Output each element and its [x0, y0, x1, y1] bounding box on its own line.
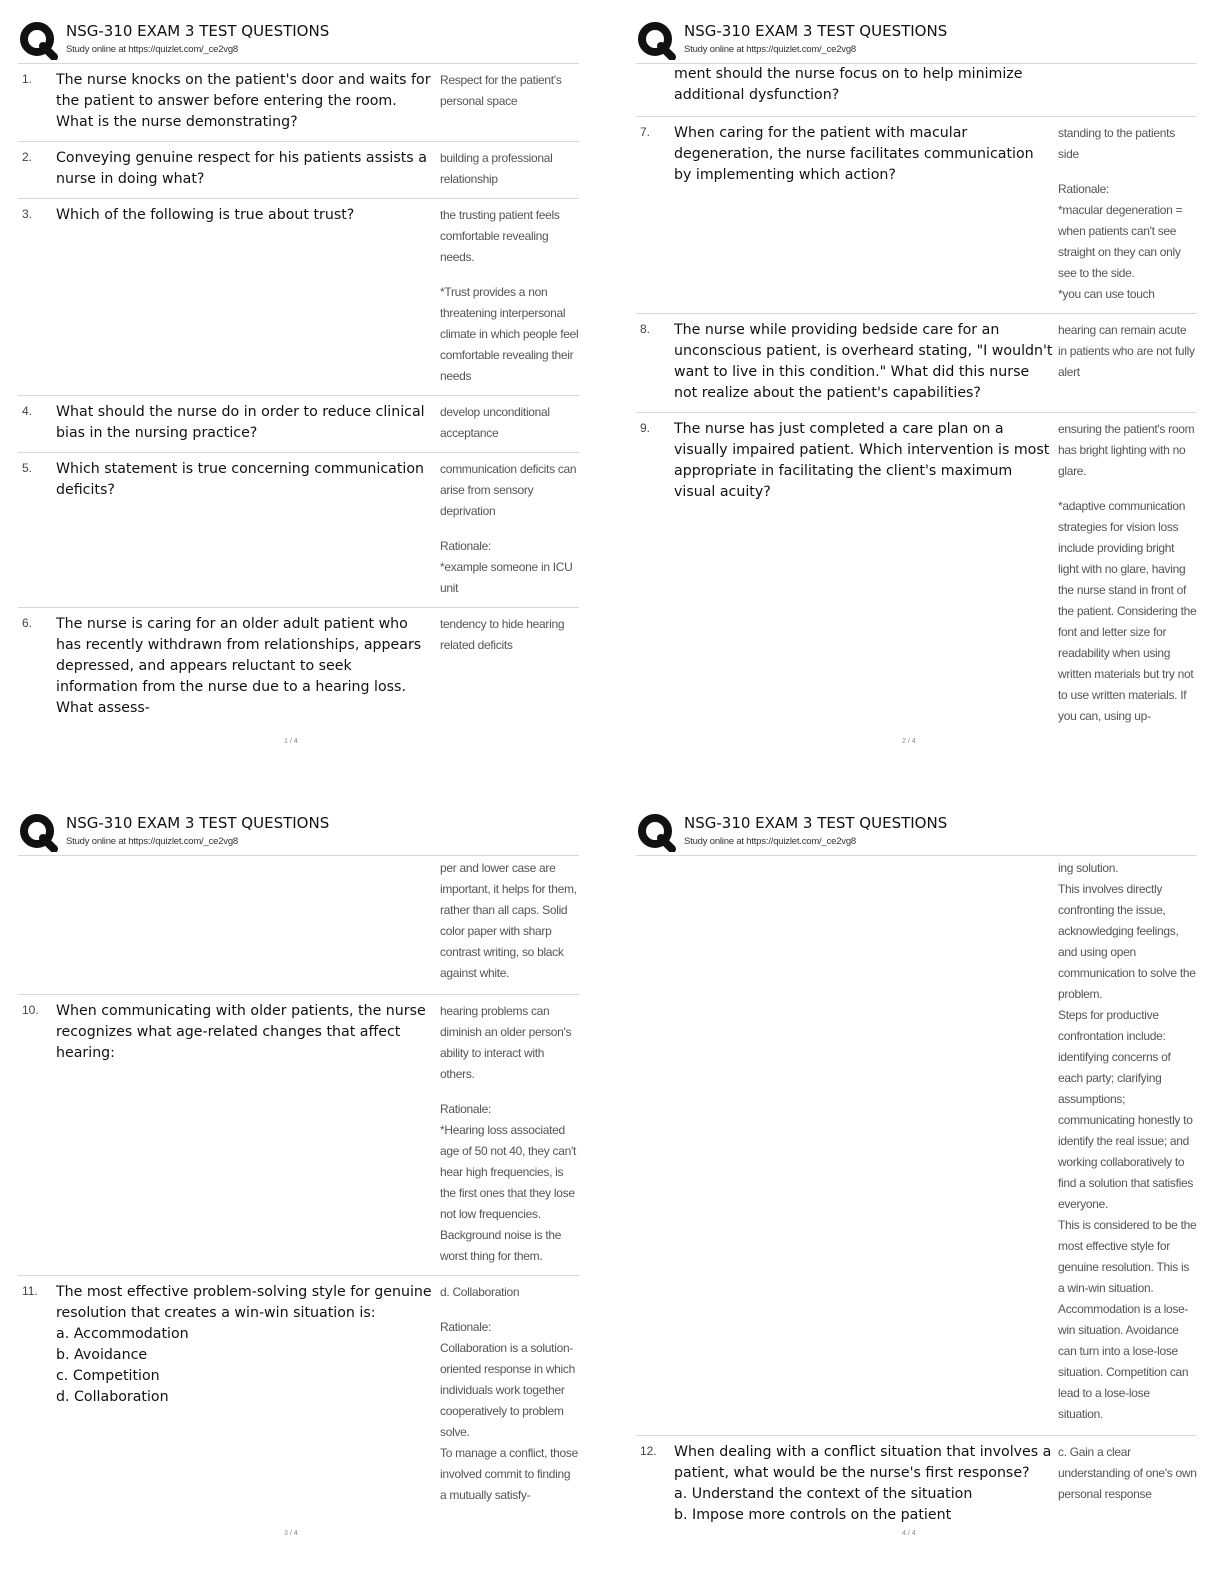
document-subtitle: Study online at https://quizlet.com/_ce2vg8: [66, 836, 239, 847]
definition-text: hearing can remain acute in patients who are not fully alert: [1058, 323, 1195, 379]
definition-text: ensuring the patient's room has bright lighting with no glare.: [1058, 422, 1195, 478]
answer-option: d. Collaboration: [56, 1389, 169, 1405]
quizlet-q-logo-icon: [18, 20, 58, 60]
definition-text: communication deficits can arise from sensory deprivation: [440, 462, 577, 518]
card-number: 4.: [22, 404, 33, 418]
card-definition: ing solution. This involves directly confronting the issue, acknowledging feelings, and using open communication to solve the problem. Steps for productive confrontation include: identifying concerns of each party; clarifying assumptions; communicating honestly to identify the real issue; and working collaboratively to find a solution that satisfies everyone. This is considered to be the most effective style for genuine resolution. This is a win-win situation. Accommodation is a lose-win situation. Avoidance can turn into a lose-lose situation. Competition can lead to a lose-lose situation.: [1058, 861, 1197, 1421]
page-header: [632, 808, 1197, 848]
card-number: 10.: [22, 1003, 39, 1017]
answer-option: a. Understand the context of the situation: [674, 1486, 973, 1502]
card-number: 5.: [22, 461, 33, 475]
definition-text: tendency to hide hearing related deficits: [440, 617, 565, 652]
flashcard: [18, 396, 579, 453]
definition-text: standing to the patients side: [1058, 126, 1175, 161]
page-header: [14, 16, 579, 56]
definition-text: Respect for the patient's personal space: [440, 73, 562, 108]
page-number: 3 / 4: [284, 1530, 298, 1537]
card-definition: per and lower case are important, it helps for them, rather than all caps. Solid color paper with sharp contrast writing, so black against white.: [440, 861, 577, 980]
card-term: The nurse knocks on the patient's door and waits for the patient to answer before entering the room. What is the nurse demonstrating?: [56, 72, 431, 130]
document-subtitle: Study online at https://quizlet.com/_ce2vg8: [684, 836, 857, 847]
card-definition: [1058, 320, 1197, 404]
card-number: 12.: [640, 1444, 657, 1458]
flashcard: [636, 314, 1197, 413]
card-term: ment should the nurse focus on to help minimize additional dysfunction?: [674, 66, 1023, 103]
definition-text: the trusting patient feels comfortable revealing needs.: [440, 208, 560, 264]
document-title: NSG-310 EXAM 3 TEST QUESTIONS: [66, 22, 330, 40]
card-definition: [440, 70, 579, 133]
flashcard: [18, 1276, 579, 1514]
card-term: The nurse is caring for an older adult patient who has recently withdrawn from relationships, appears depressed, and appears reluctant to seek information from the nurse due to a hearing loss. What assess-: [56, 616, 422, 716]
card-number: 1.: [22, 72, 33, 86]
card-definition: [440, 205, 579, 387]
card-list: [636, 64, 1197, 735]
card-definition: [440, 1001, 579, 1267]
card-list: [18, 856, 579, 1514]
card-term: Which of the following is true about trust?: [56, 207, 355, 223]
card-term: When communicating with older patients, the nurse recognizes what age-related changes that affect hearing:: [56, 1003, 426, 1061]
definition-text: d. Collaboration: [440, 1285, 520, 1299]
flashcard: [18, 199, 579, 396]
card-term: What should the nurse do in order to reduce clinical bias in the nursing practice?: [56, 404, 425, 441]
page-header: [14, 808, 579, 848]
card-definition: [440, 459, 579, 599]
card-definition: [440, 148, 579, 190]
page-header: [632, 16, 1197, 56]
card-definition: [440, 614, 579, 719]
flashcard-continuation: [636, 64, 1197, 117]
page-number: 4 / 4: [902, 1530, 916, 1537]
definition-text: building a professional relationship: [440, 151, 553, 186]
card-term: Which statement is true concerning communication deficits?: [56, 461, 425, 498]
question-text: When dealing with a conflict situation that involves a patient, what would be the nurse's first response?: [674, 1444, 1052, 1481]
definition-rationale: Rationale: *Hearing loss associated age of 50 not 40, they can't hear high frequencies, is the first ones that they lose not low frequencies. Background noise is the worst thing for them.: [440, 1102, 576, 1263]
definition-rationale: Rationale: Collaboration is a solution-oriented response in which individuals work together cooperatively to problem solve. To manage a conflict, those involved commit to finding a mutually satisfy-: [440, 1320, 578, 1502]
card-number: 8.: [640, 322, 651, 336]
card-definition: [440, 402, 579, 444]
document-subtitle: Study online at https://quizlet.com/_ce2vg8: [66, 44, 239, 55]
flashcard: [18, 608, 579, 727]
page-2: [632, 16, 1224, 796]
card-definition: [1058, 1442, 1197, 1526]
page-number: 1 / 4: [284, 738, 298, 745]
card-number: 7.: [640, 125, 651, 139]
flashcard: [18, 142, 579, 199]
flashcard-continuation: [636, 856, 1197, 1436]
flashcard-continuation: [18, 856, 579, 995]
card-list: [636, 856, 1197, 1534]
definition-rationale: *adaptive communication strategies for vision loss include providing bright light with no glare, having the nurse stand in front of the patient. Considering the font and letter size for readability when using written materials but try not to use written materials. If you can, using up-: [1058, 499, 1197, 723]
card-term: [674, 1442, 1058, 1526]
card-number: 9.: [640, 421, 651, 435]
definition-rationale: Rationale: *example someone in ICU unit: [440, 539, 573, 595]
page-4: [632, 808, 1224, 1584]
answer-option: c. Competition: [56, 1368, 160, 1384]
flashcard: [18, 453, 579, 608]
flashcard: [636, 413, 1197, 735]
document-title: NSG-310 EXAM 3 TEST QUESTIONS: [684, 22, 948, 40]
card-list: [18, 64, 579, 727]
card-term: [56, 1282, 440, 1506]
card-term: Conveying genuine respect for his patients assists a nurse in doing what?: [56, 150, 427, 187]
document-title: NSG-310 EXAM 3 TEST QUESTIONS: [66, 814, 330, 832]
flashcard: [636, 117, 1197, 314]
card-term: When caring for the patient with macular degeneration, the nurse facilitates communication by implementing which action?: [674, 125, 1034, 183]
question-text: The most effective problem-solving style for genuine resolution that creates a win-win situation is:: [56, 1284, 432, 1321]
answer-option: b. Impose more controls on the patient: [674, 1507, 952, 1523]
quizlet-q-logo-icon: [636, 20, 676, 60]
card-number: 2.: [22, 150, 33, 164]
quizlet-q-logo-icon: [636, 812, 676, 852]
quizlet-q-logo-icon: [18, 812, 58, 852]
definition-rationale: *Trust provides a non threatening interpersonal climate in which people feel comfortable revealing their needs: [440, 285, 579, 383]
flashcard: [636, 1436, 1197, 1534]
definition-text: develop unconditional acceptance: [440, 405, 550, 440]
card-term: The nurse while providing bedside care for an unconscious patient, is overheard stating, "I wouldn't want to live in this condition." What did this nurse not realize about the patient's capabilities?: [674, 322, 1053, 401]
card-term: The nurse has just completed a care plan on a visually impaired patient. Which intervention is most appropriate in facilitating the client's maximum visual acuity?: [674, 421, 1050, 500]
card-number: 3.: [22, 207, 33, 221]
definition-rationale: Rationale: *macular degeneration = when patients can't see straight on they can only see to the side. *you can use touch: [1058, 182, 1183, 301]
flashcard: [18, 995, 579, 1276]
answer-option: a. Accommodation: [56, 1326, 189, 1342]
card-definition: [1058, 123, 1197, 305]
page-number: 2 / 4: [902, 738, 916, 745]
card-definition: [440, 1282, 579, 1506]
definition-text: hearing problems can diminish an older person's ability to interact with others.: [440, 1004, 572, 1081]
document-title: NSG-310 EXAM 3 TEST QUESTIONS: [684, 814, 948, 832]
page-1: [14, 16, 609, 796]
definition-text: c. Gain a clear understanding of one's own personal response: [1058, 1445, 1197, 1501]
answer-option: b. Avoidance: [56, 1347, 148, 1363]
card-number: 11.: [22, 1284, 38, 1298]
document-subtitle: Study online at https://quizlet.com/_ce2vg8: [684, 44, 857, 55]
page-3: [14, 808, 609, 1584]
card-definition: [1058, 419, 1197, 727]
card-number: 6.: [22, 616, 33, 630]
flashcard: [18, 64, 579, 142]
